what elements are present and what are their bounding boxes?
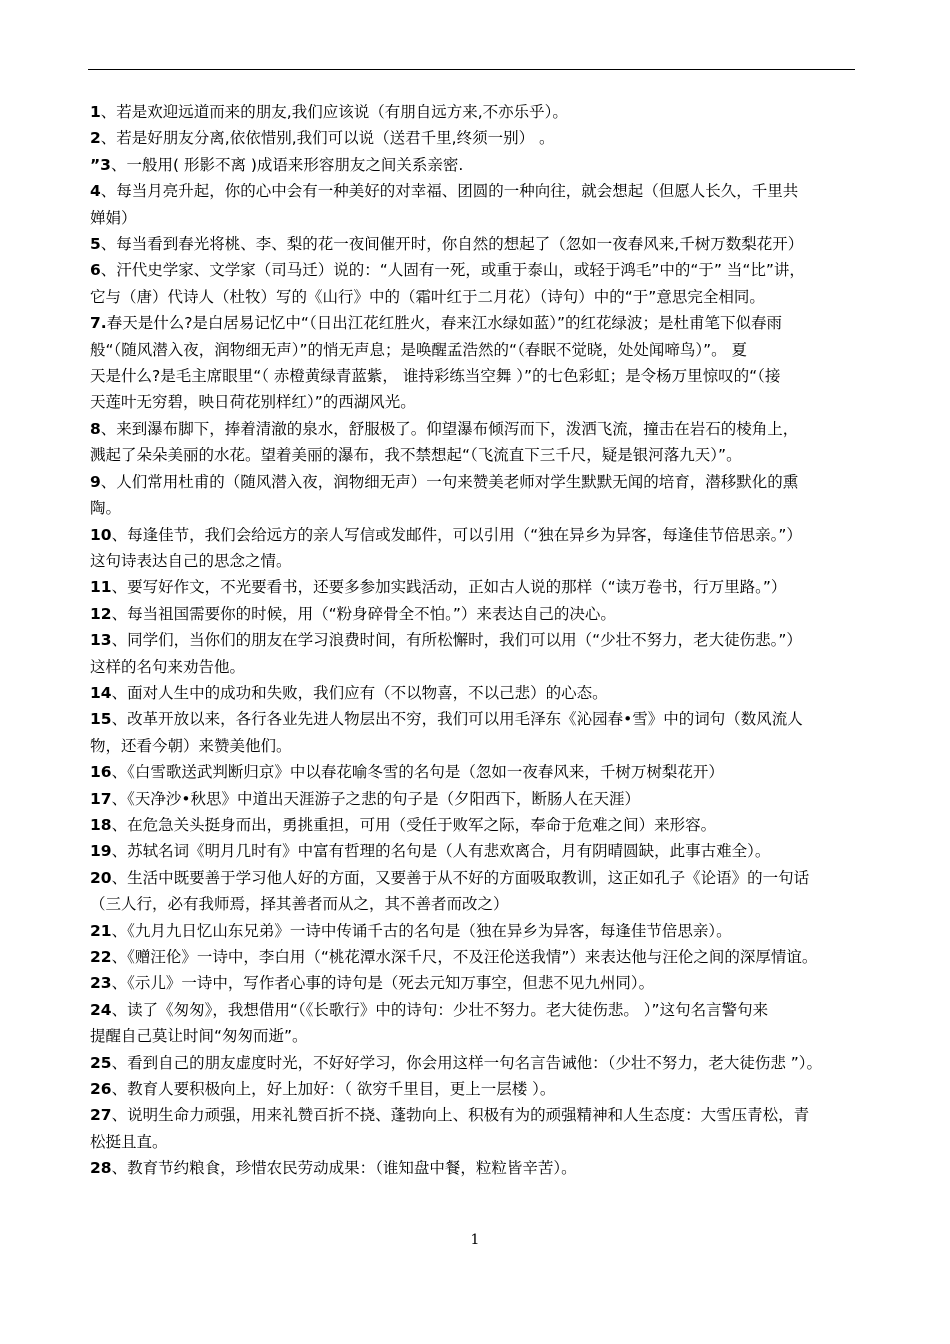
document-line	[90, 178, 870, 204]
document-line	[90, 310, 870, 336]
item-text: 、《白雪歌送武判断归京》中以春花喻冬雪的名句是（忽如一夜春风来，千树万树梨花开）	[111, 763, 724, 782]
item-text: 、汗代史学家、文学家（司马迁）说的：“人固有一死，或重于泰山，或轻于鸿毛”中的“于” 当“比”讲，	[100, 261, 805, 280]
item-text: 、改革开放以来，各行各业先进人物层出不穷，我们可以用毛泽东《沁园春•雪》中的词句（数风流人	[111, 710, 803, 729]
document-line	[90, 601, 870, 627]
item-number: 20	[90, 868, 112, 887]
document-line	[90, 442, 870, 468]
item-text: 、每当祖国需要你的时候，用（“粉身碎骨全不怕。”）来表达自己的决心。	[111, 604, 616, 623]
item-text: 天莲叶无穷碧，映日荷花别样红）”的西湖风光。	[90, 393, 416, 412]
item-text: 溅起了朵朵美丽的水花。望着美丽的瀑布，我不禁想起“（飞流直下三千尺，疑是银河落九天）”。	[90, 446, 742, 465]
document-line	[90, 786, 870, 812]
document-line	[90, 152, 870, 178]
item-text: 、每当月亮升起，你的心中会有一种美好的对幸福、团圆的一种向往，就会想起（但愿人长久，千里共	[100, 182, 799, 201]
document-line	[90, 680, 870, 706]
item-number: 28	[90, 1159, 112, 1178]
page-number: 1	[470, 1232, 480, 1248]
item-text: （三人行，必有我师焉，择其善者而从之，其不善者而改之）	[90, 895, 509, 914]
document-line	[90, 257, 870, 283]
item-number: 15	[90, 710, 112, 729]
item-number: 24	[90, 1000, 112, 1019]
document-line	[90, 759, 870, 785]
document-line	[90, 918, 870, 944]
document-line	[90, 337, 870, 363]
document-line	[90, 284, 870, 310]
item-number: 4	[90, 182, 101, 201]
item-number: 8	[90, 419, 101, 438]
item-text: 、《九月九日忆山东兄弟》一诗中传诵千古的名句是（独在异乡为异客，每逢佳节倍思亲）。	[111, 921, 732, 940]
item-number: 1	[90, 103, 101, 121]
document-line	[90, 522, 870, 548]
item-number: 19	[90, 842, 112, 861]
document-line	[90, 812, 870, 838]
document-line	[90, 416, 870, 442]
item-text: 这样的名句来劝告他。	[90, 657, 246, 676]
document-line	[90, 891, 870, 917]
item-text: 、若是欢迎远道而来的朋友,我们应该说（有朋自远方来,不亦乐乎）。	[100, 103, 568, 121]
document-line	[90, 838, 870, 864]
header-rule	[88, 69, 855, 70]
item-number: 10	[90, 525, 112, 544]
document-line	[90, 548, 870, 574]
item-number: 26	[90, 1080, 112, 1099]
document-line	[90, 865, 870, 891]
item-text: 、来到瀑布脚下，捧着清澈的泉水，舒服极了。仰望瀑布倾泻而下，泼洒飞流，撞击在岩石的棱角上，	[100, 419, 799, 438]
document-line	[90, 1050, 870, 1076]
item-number: 18	[90, 815, 112, 834]
document-line	[90, 1076, 870, 1102]
item-number: 25	[90, 1053, 112, 1072]
item-number: 2	[90, 129, 101, 148]
document-line	[90, 706, 870, 732]
document-line	[90, 125, 870, 151]
item-number: 27	[90, 1106, 112, 1125]
document-line	[90, 495, 870, 521]
document-line	[90, 389, 870, 415]
item-text: 天是什么?是毛主席眼里“（ 赤橙黄绿青蓝紫， 谁持彩练当空舞 ）”的七色彩虹；是令杨万里惊叹的“（接	[90, 367, 781, 386]
item-number: 16	[90, 763, 112, 782]
item-text: 、苏轼名词《明月几时有》中富有哲理的名句是（人有悲欢离合，月有阴晴圆缺，此事古难全）。	[111, 842, 771, 861]
item-number: 13	[90, 631, 112, 650]
item-number: 12	[90, 604, 112, 623]
item-number: 5	[90, 235, 101, 254]
item-number: 14	[90, 683, 112, 702]
item-text: 、教育节约粮食，珍惜农民劳动成果：（谁知盘中餐，粒粒皆辛苦）。	[111, 1159, 577, 1178]
item-text: 、读了《匆匆》，我想借用“（《长歌行》中的诗句：少壮不努力。老大徒伤悲。 ）”这句名言警句来	[111, 1000, 769, 1019]
item-number: 17	[90, 789, 112, 808]
document-line	[90, 733, 870, 759]
item-text: 陶。	[90, 499, 122, 518]
item-text: 、一般用( 形影不离 )成语来形容朋友之间关系亲密.	[110, 155, 464, 174]
item-text: 般“（随风潜入夜，润物细无声）”的悄无声息；是唤醒孟浩然的“（春眠不觉晓，处处闻啼鸟）”。 夏	[90, 340, 748, 359]
document-line	[90, 654, 870, 680]
item-text: 、《天净沙•秋思》中道出天涯游子之悲的句子是（夕阳西下，断肠人在天涯）	[111, 789, 640, 808]
item-text: 、每逢佳节，我们会给远方的亲人写信或发邮件，可以引用（“独在异乡为异客，每逢佳节倍思亲。”）	[111, 525, 802, 544]
document-line	[90, 231, 870, 257]
item-text: 、面对人生中的成功和失败，我们应有（不以物喜，不以己悲）的心态。	[111, 683, 608, 702]
item-text: 、看到自己的朋友虚度时光，不好好学习，你会用这样一句名言告诫他：（少壮不努力，老大徒伤悲 ”）。	[111, 1053, 823, 1072]
item-number: 21	[90, 921, 112, 940]
item-text: 婵娟）	[90, 208, 137, 227]
document-line	[90, 970, 870, 996]
document-line	[90, 1129, 870, 1155]
document-line	[90, 99, 870, 125]
item-text: 、每当看到春光将桃、李、梨的花一夜间催开时，你自然的想起了（忽如一夜春风来,千树万数梨花开）	[100, 235, 804, 254]
item-number: 9	[90, 472, 101, 491]
item-text: 、《示儿》一诗中，写作者心事的诗句是（死去元知万事空，但悲不见九州同）。	[111, 974, 655, 993]
item-number: 11	[90, 578, 112, 597]
item-text: 、同学们，当你们的朋友在学习浪费时间，有所松懈时，我们可以用（“少壮不努力，老大徒伤悲。”）	[111, 631, 802, 650]
document-line	[90, 469, 870, 495]
item-number: 23	[90, 974, 112, 993]
document-line	[90, 1102, 870, 1128]
document-line	[90, 1155, 870, 1181]
document-line	[90, 944, 870, 970]
document-line	[90, 574, 870, 600]
document-line	[90, 997, 870, 1023]
item-text: 提醒自己莫让时间“匆匆而逝”。	[90, 1027, 308, 1046]
item-text: 、说明生命力顽强，用来礼赞百折不挠、蓬勃向上、积极有为的顽强精神和人生态度：大雪压青松，青	[111, 1106, 810, 1125]
item-text: 、要写好作文，不光要看书，还要多参加实践活动，正如古人说的那样（“读万卷书，行万里路。”）	[111, 578, 787, 597]
document-line	[90, 1023, 870, 1049]
item-number: 7.	[90, 314, 107, 333]
item-text: 、在危急关头挺身而出，勇挑重担，可用（受任于败军之际，奉命于危难之间）来形容。	[111, 815, 717, 834]
item-number: 22	[90, 948, 112, 966]
document-body	[90, 99, 870, 1182]
document-line	[90, 205, 870, 231]
item-text: 它与（唐）代诗人（杜牧）写的《山行》中的（霜叶红于二月花）（诗句）中的“于”意思完全相同。	[90, 287, 765, 306]
item-text: 、《赠汪伦》一诗中，李白用（“桃花潭水深千尺，不及汪伦送我情”）来表达他与汪伦之间的深厚情谊。	[111, 948, 818, 966]
document-line	[90, 363, 870, 389]
item-text: 、人们常用杜甫的（随风潜入夜，润物细无声）一句来赞美老师对学生默默无闻的培育，潜移默化的熏	[100, 472, 799, 491]
item-number: ”3	[90, 155, 111, 174]
document-line	[90, 627, 870, 653]
item-text: 、若是好朋友分离,依依惜别,我们可以说（送君千里,终须一别） 。	[100, 129, 555, 148]
item-text: 这句诗表达自己的思念之情。	[90, 551, 292, 570]
item-text: 、教育人要积极向上，好上加好：（ 欲穷千里目，更上一层楼 ）。	[111, 1080, 556, 1099]
item-text: 物，还看今朝）来赞美他们。	[90, 736, 292, 755]
item-text: 春天是什么?是白居易记忆中“（日出江花红胜火，春来江水绿如蓝）”的红花绿波；是杜甫笔下似春雨	[106, 314, 782, 333]
item-number: 6	[90, 261, 101, 280]
item-text: 松挺且直。	[90, 1132, 168, 1151]
item-text: 、生活中既要善于学习他人好的方面，又要善于从不好的方面吸取教训，这正如孔子《论语》的一句话	[111, 868, 810, 887]
